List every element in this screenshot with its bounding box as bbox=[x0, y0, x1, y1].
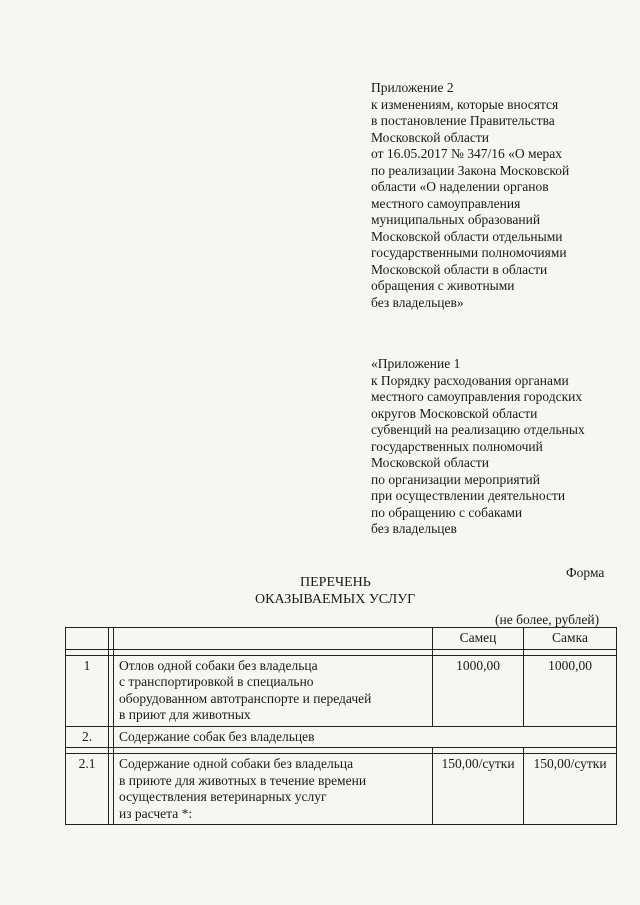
appendix-1-line: к Порядку расходования органами bbox=[371, 372, 569, 388]
form-label: Форма bbox=[566, 565, 605, 580]
row-name-line: в приюте для животных в течение времени bbox=[119, 772, 367, 788]
services-table bbox=[65, 627, 617, 825]
row-name-line: с транспортировкой в специально bbox=[119, 674, 314, 689]
row-name-line: Содержание собак без владельцев bbox=[119, 728, 315, 744]
appendix-2-line: от 16.05.2017 № 347/16 «О мерах bbox=[371, 146, 563, 161]
row-male-price: 150,00/сутки bbox=[433, 754, 524, 825]
row-male-price: 1000,00 bbox=[433, 655, 524, 726]
appendix-2-line: местного самоуправления bbox=[371, 195, 521, 211]
appendix-1-line: Московской области bbox=[371, 455, 490, 470]
appendix-2-line: к изменениям, которые вносятся bbox=[371, 96, 559, 112]
appendix-2-line: Московской области отдельными bbox=[371, 228, 563, 244]
appendix-1-line: округов Московской области bbox=[371, 405, 538, 421]
table-row bbox=[66, 655, 617, 726]
header-num-cell bbox=[66, 628, 109, 650]
row-name-line: Отлов одной собаки без владельца bbox=[119, 657, 318, 673]
appendix-1-heading bbox=[371, 356, 585, 538]
appendix-2-line: Московской области в области bbox=[371, 261, 548, 277]
appendix-2-heading bbox=[371, 80, 569, 311]
row-name-line: в приют для животных bbox=[119, 707, 251, 722]
appendix-2-line: области «О наделении органов bbox=[371, 179, 549, 194]
header-male-cell: Самец bbox=[433, 628, 524, 650]
appendix-2-line: обращения с животными bbox=[371, 278, 515, 293]
row-name-line: из расчета *: bbox=[119, 805, 193, 821]
row-female-price: 150,00/сутки bbox=[524, 754, 617, 825]
row-num: 2. bbox=[66, 726, 109, 748]
row-name bbox=[114, 726, 617, 748]
appendix-2-line: Московской области bbox=[371, 129, 490, 145]
appendix-2-line: государственными полномочиями bbox=[371, 245, 567, 260]
table-header-row bbox=[66, 628, 617, 650]
appendix-1-line: «Приложение 1 bbox=[371, 356, 461, 371]
row-name bbox=[114, 754, 433, 825]
row-female-price: 1000,00 bbox=[524, 655, 617, 726]
title-line-1: ПЕРЕЧЕНЬ bbox=[300, 575, 371, 590]
appendix-1-line: субвенций на реализацию отдельных bbox=[371, 422, 585, 437]
row-num: 1 bbox=[66, 655, 109, 726]
appendix-1-line: по обращению с собаками bbox=[371, 504, 523, 520]
header-female-cell: Самка bbox=[524, 628, 617, 650]
appendix-1-line: государственных полномочий bbox=[371, 438, 543, 454]
appendix-1-line: без владельцев bbox=[371, 521, 457, 536]
row-name-line: Содержание одной собаки без владельца bbox=[119, 756, 354, 771]
row-name-line: осуществления ветеринарных услуг bbox=[119, 789, 327, 804]
row-name-line: оборудованном автотранспорте и передачей bbox=[119, 690, 372, 706]
row-num: 2.1 bbox=[66, 754, 109, 825]
appendix-2-line: муниципальных образований bbox=[371, 212, 541, 227]
appendix-1-line: при осуществлении деятельности bbox=[371, 488, 566, 503]
table-row bbox=[66, 726, 617, 748]
table-row bbox=[66, 754, 617, 825]
appendix-1-line: местного самоуправления городских bbox=[371, 389, 583, 404]
title-line-2: ОКАЗЫВАЕМЫХ УСЛУГ bbox=[255, 592, 416, 607]
header-name-cell bbox=[114, 628, 433, 650]
row-name bbox=[114, 655, 433, 726]
appendix-1-line: по организации мероприятий bbox=[371, 471, 540, 487]
unit-note: (не более, рублей) bbox=[495, 612, 600, 627]
appendix-2-line: Приложение 2 bbox=[371, 80, 454, 95]
appendix-2-line: без владельцев» bbox=[371, 294, 464, 310]
appendix-2-line: по реализации Закона Московской bbox=[371, 162, 570, 178]
appendix-2-line: в постановление Правительства bbox=[371, 113, 555, 128]
